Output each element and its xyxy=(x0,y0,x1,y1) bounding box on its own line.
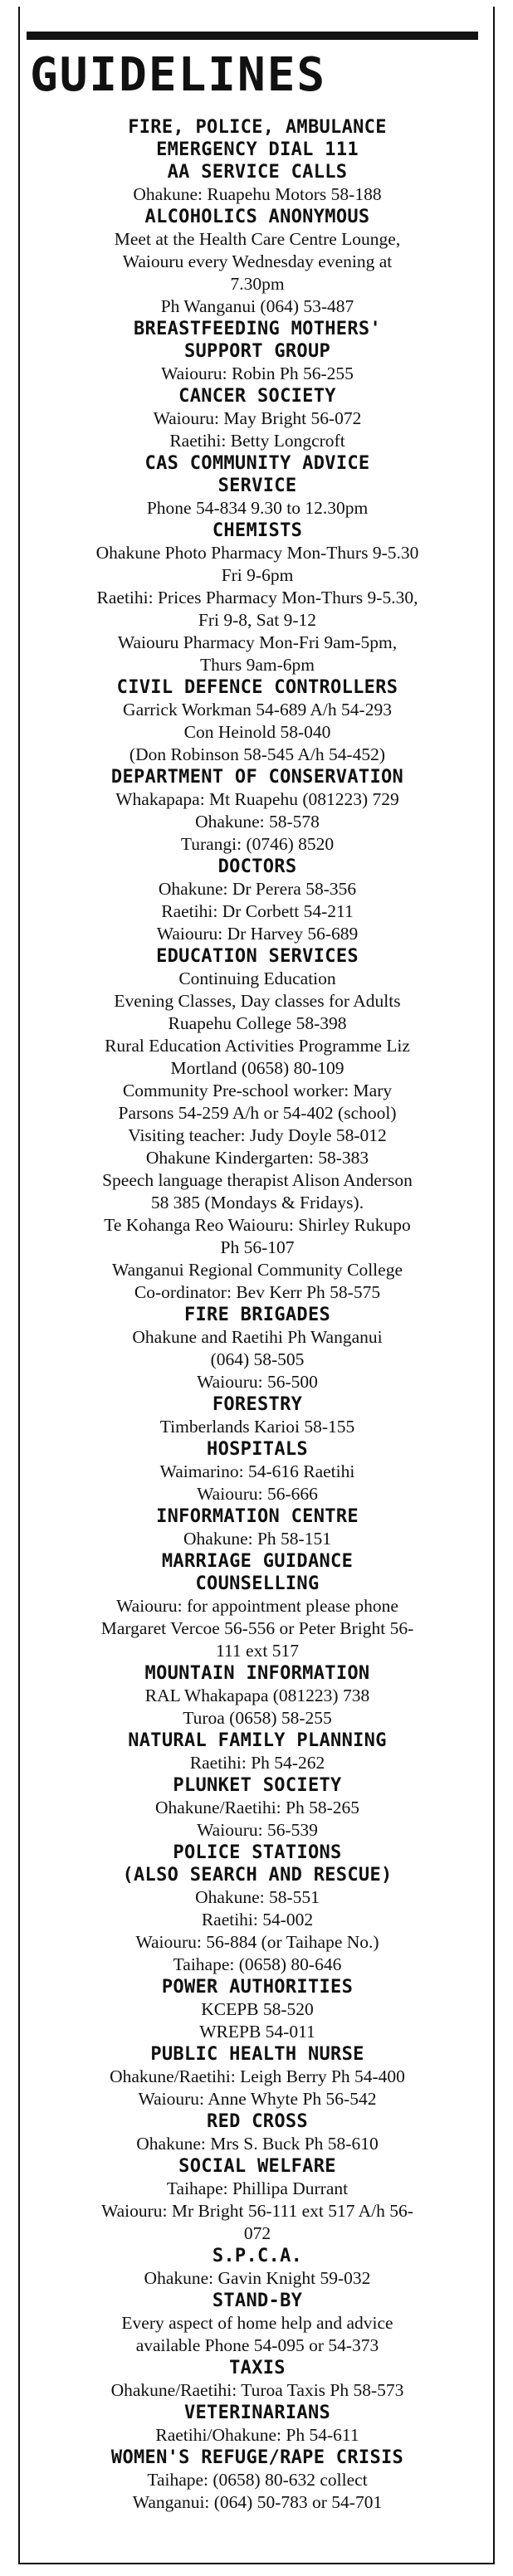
entry-line: Ohakune: Gavin Knight 59-032 xyxy=(144,2268,371,2288)
masthead-rule xyxy=(27,32,478,40)
directory-listing xyxy=(33,116,481,2514)
entry-heading: SOCIAL WELFARE xyxy=(178,2156,336,2177)
entry-line: Ohakune: 58-578 xyxy=(195,812,320,832)
directory-entry xyxy=(33,1976,481,2043)
entry-line: Every aspect of home help and advice xyxy=(121,2313,393,2333)
entry-heading: POWER AUTHORITIES xyxy=(161,1977,354,1998)
entry-line: Wanganui Regional Community College xyxy=(112,1260,403,1280)
page-title: GUIDELINES xyxy=(30,48,327,102)
entry-line: Waiouru: 56-884 (or Taihape No.) xyxy=(135,1932,379,1952)
entry-line: Wanganui: (064) 50-783 or 54-701 xyxy=(132,2492,383,2512)
entry-line: Fri 9-8, Sat 9-12 xyxy=(198,610,317,630)
entry-line: Waimarino: 54-616 Raetihi xyxy=(159,1461,355,1481)
directory-entry xyxy=(33,1550,481,1662)
entry-line: Ohakune: 58-551 xyxy=(195,1887,320,1907)
entry-heading: STAND-BY xyxy=(212,2291,303,2311)
entry-line: Ohakune: Ruapehu Motors 58-188 xyxy=(133,184,382,204)
entry-line: Fri 9-6pm xyxy=(221,565,294,585)
entry-heading: POLICE STATIONS xyxy=(173,1842,342,1863)
entry-heading: NATURAL FAMILY PLANNING xyxy=(128,1730,387,1751)
entry-line: Phone 54-834 9.30 to 12.30pm xyxy=(146,498,369,518)
entry-line: Co-ordinator: Bev Kerr Ph 58-575 xyxy=(134,1282,381,1302)
directory-entry xyxy=(33,2402,481,2447)
entry-heading: CHEMISTS xyxy=(212,520,303,541)
entry-line: Waiouru: May Bright 56-072 xyxy=(153,408,362,428)
entry-line: Taihape: (0658) 80-632 collect xyxy=(147,2470,368,2490)
entry-line: Margaret Vercoe 56-556 or Peter Bright 56- xyxy=(100,1618,414,1638)
entry-line: Ohakune/Raetihi: Turoa Taxis Ph 58-573 xyxy=(110,2380,404,2400)
entry-line: Raetihi: Betty Longcroft xyxy=(169,431,345,451)
entry-line: Rural Education Activities Programme Liz xyxy=(105,1036,410,1056)
entry-heading: COUNSELLING xyxy=(195,1573,320,1594)
directory-entry xyxy=(33,318,481,385)
directory-entry xyxy=(33,1842,481,1976)
entry-line: Waiouru: for appointment please phone xyxy=(116,1596,398,1616)
directory-entry xyxy=(33,2357,481,2402)
entry-heading: WOMEN'S REFUGE/RAPE CRISIS xyxy=(110,2447,404,2468)
entry-line: available Phone 54-095 or 54-373 xyxy=(135,2335,379,2355)
directory-entry xyxy=(33,116,481,161)
entry-line: Taihape: (0658) 80-646 xyxy=(173,1954,342,1974)
entry-line: Turoa (0658) 58-255 xyxy=(183,1708,332,1728)
entry-line: Ohakune/Raetihi: Ph 58-265 xyxy=(154,1798,360,1817)
entry-heading: CIVIL DEFENCE CONTROLLERS xyxy=(116,677,398,698)
entry-line: Garrick Workman 54-689 A/h 54-293 xyxy=(123,700,392,720)
entry-line: (064) 58-505 xyxy=(210,1349,305,1369)
entry-line: Ohakune/Raetihi: Leigh Berry Ph 54-400 xyxy=(110,2066,405,2086)
directory-entry xyxy=(33,1774,481,1842)
entry-line: Taihape: Phillipa Durrant xyxy=(166,2178,349,2198)
entry-line: Ohakune and Raetihi Ph Wanganui xyxy=(132,1327,383,1347)
entry-line: Ph 56-107 xyxy=(220,1237,295,1257)
entry-line: Raetihi: Dr Corbett 54-211 xyxy=(161,901,354,921)
entry-line: Parsons 54-259 A/h or 54-402 (school) xyxy=(118,1103,397,1123)
entry-heading: RED CROSS xyxy=(207,2111,308,2132)
entry-heading: TAXIS xyxy=(229,2358,286,2378)
entry-heading: EMERGENCY DIAL 111 xyxy=(156,139,359,160)
entry-line: Visiting teacher: Judy Doyle 58-012 xyxy=(128,1125,387,1145)
entry-heading: CAS COMMUNITY ADVICE xyxy=(144,453,370,474)
entry-line: Raetihi: 54-002 xyxy=(201,1910,314,1930)
entry-line: Te Kohanga Reo Waiouru: Shirley Rukupo xyxy=(104,1215,411,1235)
entry-heading: BREASTFEEDING MOTHERS' xyxy=(134,319,381,339)
entry-line: Raetihi: Ph 54-262 xyxy=(189,1753,325,1773)
entry-line: Turangi: (0746) 8520 xyxy=(180,834,335,854)
entry-line: Waiouru: 56-539 xyxy=(197,1820,318,1840)
entry-line: Waiouru: 56-666 xyxy=(197,1484,318,1504)
entry-line: Mortland (0658) 80-109 xyxy=(170,1058,344,1078)
entry-line: Continuing Education xyxy=(178,968,336,988)
entry-line: 111 ext 517 xyxy=(216,1641,299,1661)
directory-entry xyxy=(33,2245,481,2290)
directory-entry xyxy=(33,856,481,945)
entry-line: Waiouru: 56-500 xyxy=(197,1372,318,1392)
directory-entry xyxy=(33,1662,481,1730)
entry-heading: CANCER SOCIETY xyxy=(178,386,336,407)
entry-heading: (ALSO SEARCH AND RESCUE) xyxy=(122,1865,393,1886)
entry-line: Ohakune: Mrs S. Buck Ph 58-610 xyxy=(136,2134,379,2154)
entry-line: 7.30pm xyxy=(230,274,285,294)
entry-line: Community Pre-school worker: Mary xyxy=(122,1081,393,1100)
entry-heading: PUBLIC HEALTH NURSE xyxy=(150,2044,364,2065)
entry-heading: EDUCATION SERVICES xyxy=(156,946,359,967)
entry-line: Waiouru every Wednesday evening at xyxy=(122,251,393,271)
entry-line: Thurs 9am-6pm xyxy=(200,655,315,675)
entry-line: Con Heinold 58-040 xyxy=(183,722,331,742)
entry-line: Raetihi: Prices Pharmacy Mon-Thurs 9-5.30, xyxy=(96,588,418,607)
entry-heading: MARRIAGE GUIDANCE xyxy=(161,1551,354,1572)
entry-line: 072 xyxy=(243,2223,271,2243)
directory-entry xyxy=(33,161,481,206)
directory-entry xyxy=(33,945,481,1304)
entry-heading: DOCTORS xyxy=(217,856,297,877)
directory-entry xyxy=(33,385,481,452)
directory-entry xyxy=(33,206,481,318)
entry-line: Speech language therapist Alison Anderson xyxy=(102,1170,413,1190)
entry-heading: SUPPORT GROUP xyxy=(183,341,331,362)
entry-line: Ohakune Kindergarten: 58-383 xyxy=(145,1148,369,1168)
entry-heading: ALCOHOLICS ANONYMOUS xyxy=(144,207,370,227)
directory-entry xyxy=(33,1393,481,1438)
directory-entry xyxy=(33,520,481,676)
directory-entry xyxy=(33,2447,481,2514)
entry-line: KCEPB 58-520 xyxy=(201,1999,314,2019)
entry-line: Waiouru: Anne Whyte Ph 56-542 xyxy=(138,2089,377,2109)
entry-heading: FIRE, POLICE, AMBULANCE xyxy=(128,117,387,138)
entry-line: Whakapapa: Mt Ruapehu (081223) 729 xyxy=(115,789,399,809)
entry-line: Timberlands Karioi 58-155 xyxy=(159,1417,355,1437)
entry-heading: VETERINARIANS xyxy=(183,2403,331,2423)
entry-heading: MOUNTAIN INFORMATION xyxy=(144,1663,370,1684)
directory-entry xyxy=(33,1730,481,1774)
entry-line: Raetihi/Ohakune: Ph 54-611 xyxy=(155,2425,359,2445)
entry-line: Evening Classes, Day classes for Adults xyxy=(114,991,401,1011)
entry-heading: SERVICE xyxy=(217,476,297,496)
entry-heading: PLUNKET SOCIETY xyxy=(173,1775,342,1796)
entry-line: RAL Whakapapa (081223) 738 xyxy=(144,1686,370,1705)
directory-entry xyxy=(33,676,481,766)
entry-heading: S.P.C.A. xyxy=(212,2246,303,2266)
entry-line: Waiouru: Mr Bright 56-111 ext 517 A/h 56- xyxy=(101,2201,413,2221)
entry-heading: DEPARTMENT OF CONSERVATION xyxy=(110,767,404,788)
entry-line: (Don Robinson 58-545 A/h 54-452) xyxy=(129,744,386,764)
entry-line: Meet at the Health Care Centre Lounge, xyxy=(114,229,401,249)
entry-line: Waiouru Pharmacy Mon-Fri 9am-5pm, xyxy=(117,632,398,652)
directory-entry xyxy=(33,2110,481,2155)
entry-line: Waiouru: Robin Ph 56-255 xyxy=(161,363,354,383)
entry-heading: FORESTRY xyxy=(212,1394,303,1415)
entry-line: Ph Wanganui (064) 53-487 xyxy=(160,296,354,316)
entry-line: 58 385 (Mondays & Fridays). xyxy=(150,1193,364,1212)
entry-line: Ohakune: Dr Perera 58-356 xyxy=(158,879,357,899)
entry-line: Ohakune Photo Pharmacy Mon-Thurs 9-5.30 xyxy=(95,543,419,563)
entry-line: Ohakune: Ph 58-151 xyxy=(183,1529,331,1549)
directory-entry xyxy=(33,452,481,520)
entry-heading: INFORMATION CENTRE xyxy=(156,1506,359,1527)
entry-heading: FIRE BRIGADES xyxy=(183,1305,331,1325)
directory-entry xyxy=(33,766,481,856)
directory-entry xyxy=(33,2290,481,2357)
entry-heading: AA SERVICE CALLS xyxy=(167,162,348,183)
entry-line: WREPB 54-011 xyxy=(199,2022,315,2042)
directory-entry xyxy=(33,2043,481,2110)
entry-heading: HOSPITALS xyxy=(207,1439,308,1460)
directory-entry xyxy=(33,2155,481,2245)
entry-line: Waiouru: Dr Harvey 56-689 xyxy=(156,924,359,944)
directory-entry xyxy=(33,1505,481,1550)
directory-entry xyxy=(33,1304,481,1393)
entry-line: Ruapehu College 58-398 xyxy=(168,1013,347,1033)
directory-entry xyxy=(33,1438,481,1505)
